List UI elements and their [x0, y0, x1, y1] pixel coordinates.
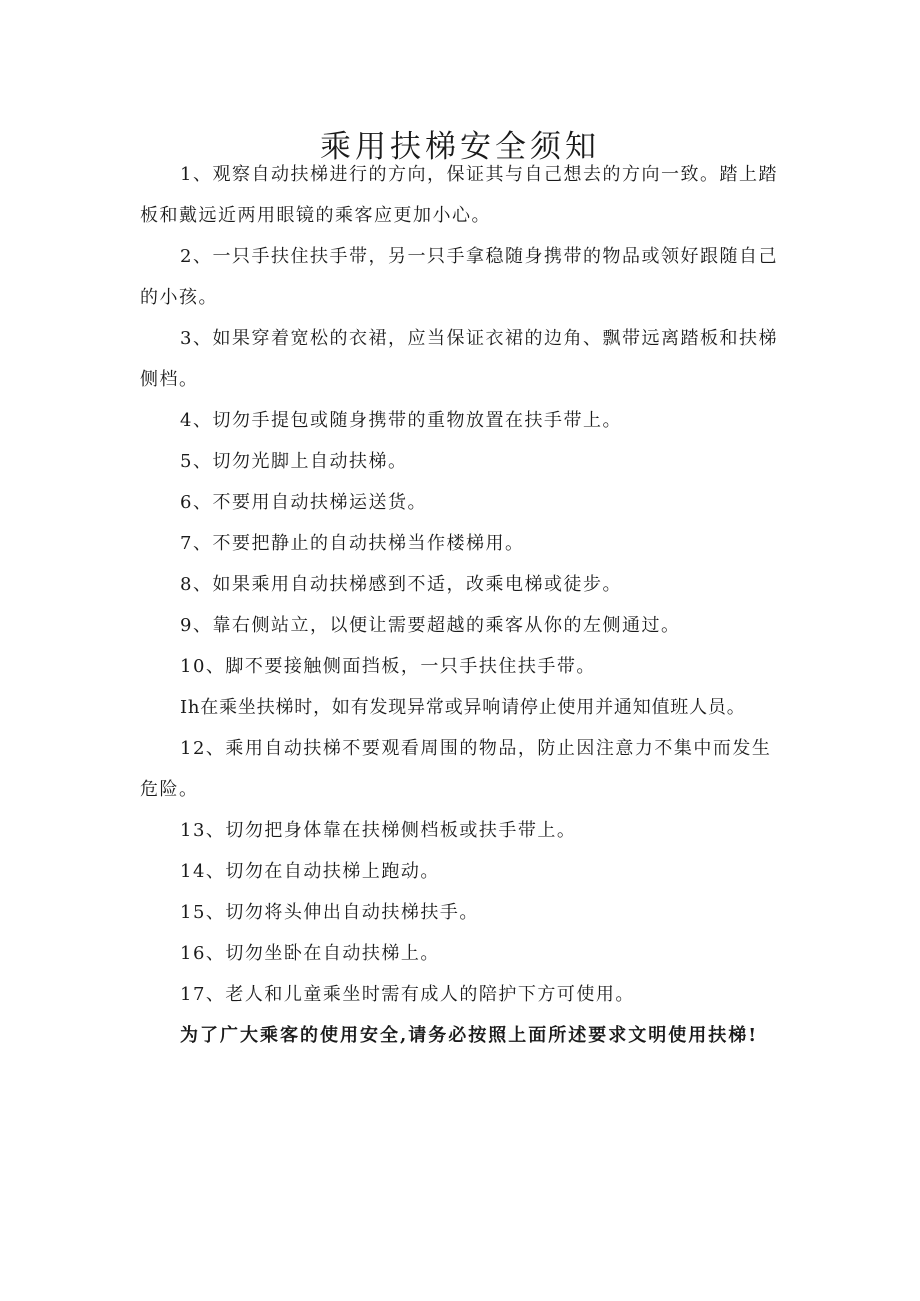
list-item: 10、脚不要接触侧面挡板，一只手扶住扶手带。 [180, 656, 596, 677]
list-item: 1、观察自动扶梯进行的方向，保证其与自己想去的方向一致。踏上踏板和戴远近两用眼镜的乘客应更加小心。 [140, 164, 778, 226]
list-item: 7、不要把静止的自动扶梯当作楼梯用。 [180, 533, 525, 554]
list-item: Ih在乘坐扶梯时，如有发现异常或异响请停止使用并通知值班人员。 [180, 697, 746, 718]
list-item: 8、如果乘用自动扶梯感到不适，改乘电梯或徒步。 [180, 574, 622, 595]
list-item: 12、乘用自动扶梯不要观看周围的物品，防止因注意力不集中而发生危险。 [140, 738, 772, 800]
list-item: 15、切勿将头伸出自动扶梯扶手。 [180, 902, 479, 923]
list-item: 3、如果穿着宽松的衣裙，应当保证衣裙的边角、飘带远离踏板和扶梯侧档。 [140, 328, 778, 390]
list-item: 5、切勿光脚上自动扶梯。 [180, 451, 408, 472]
list-item: 13、切勿把身体靠在扶梯侧档板或扶手带上。 [180, 820, 577, 841]
list-item: 9、靠右侧站立，以便让需要超越的乘客从你的左侧通过。 [180, 615, 681, 636]
list-item: 2、一只手扶住扶手带，另一只手拿稳随身携带的物品或领好跟随自己的小孩。 [140, 246, 778, 308]
page-title: 乘用扶梯安全须知 [320, 128, 600, 165]
list-item: 4、切勿手提包或随身携带的重物放置在扶手带上。 [180, 410, 622, 431]
closing-note: 为了广大乘客的使用安全,请务必按照上面所述要求文明使用扶梯! [180, 1025, 759, 1046]
list-item: 6、不要用自动扶梯运送货。 [180, 492, 427, 513]
list-item: 17、老人和儿童乘坐时需有成人的陪护下方可使用。 [180, 984, 635, 1005]
list-item: 16、切勿坐卧在自动扶梯上。 [180, 943, 440, 964]
list-item: 14、切勿在自动扶梯上跑动。 [180, 861, 440, 882]
